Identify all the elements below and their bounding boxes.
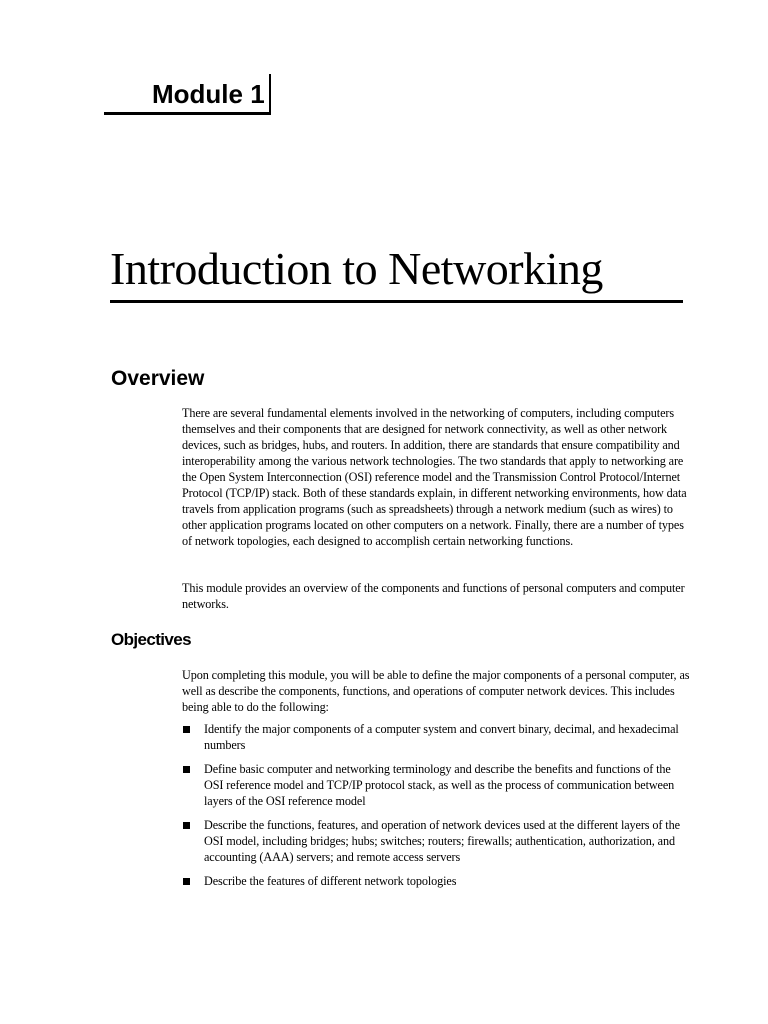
overview-heading: Overview bbox=[111, 367, 205, 390]
square-bullet-icon bbox=[183, 726, 190, 733]
list-item bbox=[182, 721, 692, 753]
chapter-title: Introduction to Networking bbox=[110, 243, 603, 294]
list-item bbox=[182, 873, 692, 889]
list-item-text: Identify the major components of a computer system and convert binary, decimal, and hexadecimal numbers bbox=[204, 722, 679, 752]
list-item-text: Describe the functions, features, and operation of network devices used at the different layers of the OSI model, including bridges; hubs; switches; routers; firewalls; authentication, authorization, and accounting (AAA) servers; and remote access servers bbox=[204, 818, 680, 864]
list-item-text: Define basic computer and networking terminology and describe the benefits and functions of the OSI reference model and TCP/IP protocol stack, as well as the process of communication between layers of the OSI reference model bbox=[204, 762, 675, 808]
objectives-list bbox=[182, 721, 692, 897]
objectives-heading: Objectives bbox=[111, 630, 191, 649]
list-item-text: Describe the features of different network topologies bbox=[204, 874, 457, 888]
square-bullet-icon bbox=[183, 878, 190, 885]
list-item bbox=[182, 817, 692, 865]
square-bullet-icon bbox=[183, 822, 190, 829]
square-bullet-icon bbox=[183, 766, 190, 773]
title-rule bbox=[110, 300, 683, 303]
module-label: Module 1 bbox=[152, 79, 265, 109]
list-item bbox=[182, 761, 692, 809]
module-horizontal-rule bbox=[104, 112, 271, 115]
overview-paragraph-2: This module provides an overview of the components and functions of personal computers and computer networks. bbox=[182, 581, 685, 611]
objectives-intro: Upon completing this module, you will be able to define the major components of a personal computer, as well as describe the components, functions, and operations of computer network devices. This includes being able to do the following: bbox=[182, 668, 690, 714]
module-vertical-rule bbox=[269, 74, 271, 114]
overview-paragraph-1: There are several fundamental elements involved in the networking of computers, including computers themselves and their components that are designed for network connectivity, as well as other network devices, such as bridges, hubs, and routers. In addition, there are standards that ensure compatibility and interoperability among the various network technologies. The two standards that apply to networking are the Open System Interconnection (OSI) reference model and the Transmission Control Protocol/Internet Protocol (TCP/IP) stack. Both of these standards explain, in different networking environments, how data travels from application programs (such as spreadsheets) through a network medium (such as wires) to other application programs located on other computers on a network. Finally, there are a number of types of network topologies, each designed to accomplish certain networking functions. bbox=[182, 406, 687, 548]
